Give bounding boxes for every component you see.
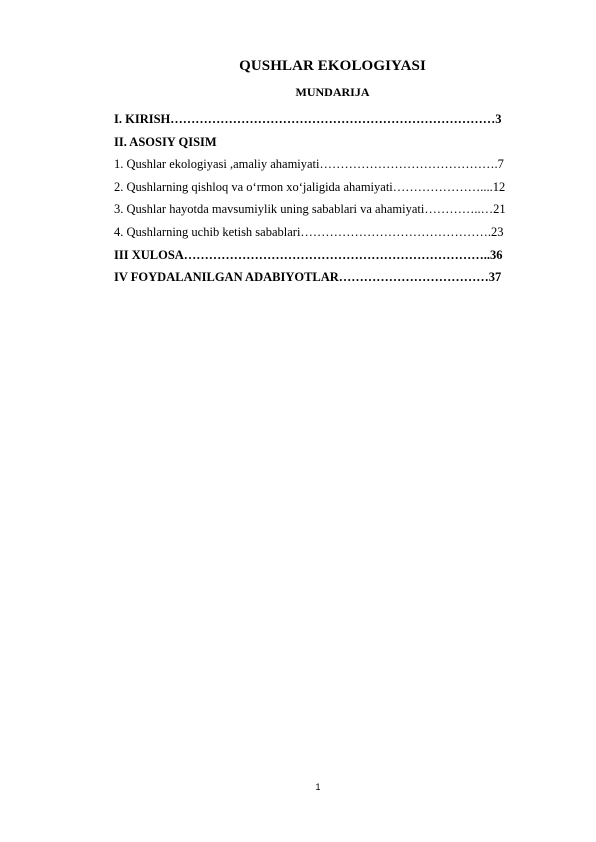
toc-entry-adabiyotlar: IV FOYDALANILGAN ADABIYOTLAR………………………………37 [114, 270, 502, 285]
toc-entry-kirish: I. KIRISH……………………………………………………………………3 [114, 112, 502, 126]
toc-entry-xulosa: III XULOSA………………………………………………………………..36 [114, 247, 503, 262]
document-title: QUSHLAR EKOLOGIYASI [239, 58, 426, 74]
table-of-contents [114, 108, 554, 289]
toc-entry-section-4: 4. Qushlarning uchib ketish sabablari……………………………………….23 [114, 224, 504, 239]
toc-heading: MUNDARIJA [295, 85, 370, 99]
toc-entry-section-1: 1. Qushlar ekologiyasi ,amaliy ahamiyati…………………………………….7 [114, 157, 504, 172]
toc-entry-section-3: 3. Qushlar hayotda mavsumiylik uning sabablari va ahamiyati…………..…21 [114, 202, 506, 217]
toc-entry-section-2: 2. Qushlarning qishloq va o‘rmon xo‘jaligida ahamiyati…………………....12 [114, 179, 506, 194]
toc-entry-asosiy-qism: II. ASOSIY QISIM [114, 134, 217, 149]
page-number: 1 [315, 782, 321, 792]
